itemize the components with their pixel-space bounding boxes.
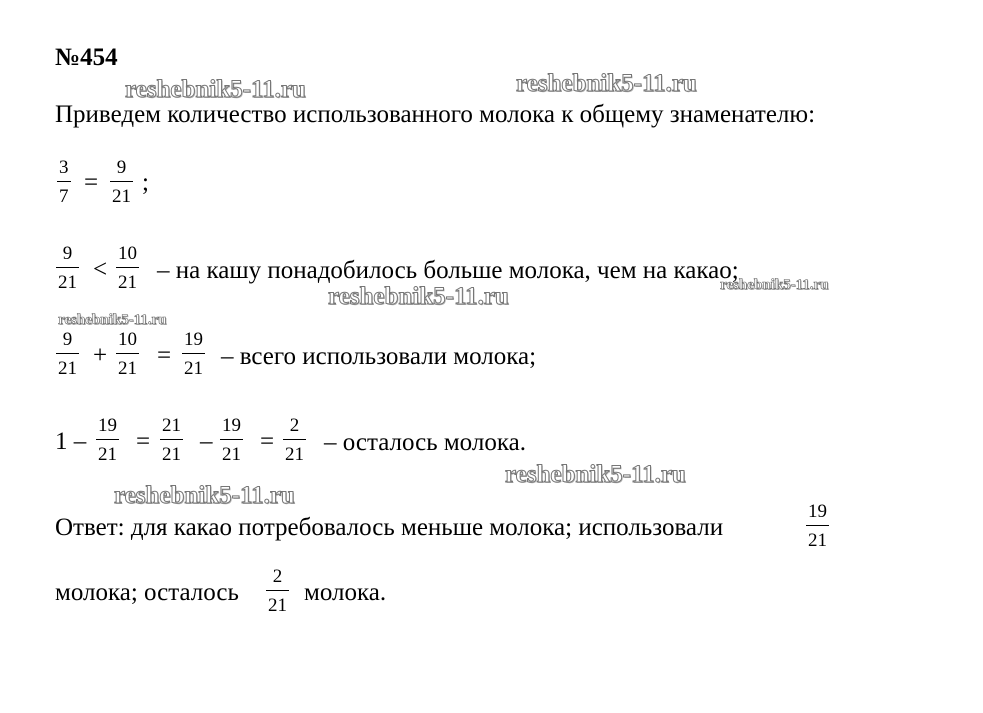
fraction-21-21 [160,416,183,464]
intro-text: Приведем количество использованного молока к общему знаменателю: [55,101,816,128]
denominator: 21 [118,358,137,380]
numerator: 21 [162,415,181,436]
fraction-3-7 [57,158,71,206]
watermark: reshebnik5-11.ru [505,461,686,488]
denominator: 21 [184,358,203,380]
watermark: reshebnik5-11.ru [114,482,295,509]
equals-sign: = [84,169,99,196]
numerator: 19 [184,329,203,350]
equals-sign: = [157,342,172,369]
denominator: 21 [58,358,77,380]
fraction-9-21 [56,244,79,292]
watermark: reshebnik5-11.ru [328,283,509,310]
one-minus: 1 – [55,428,87,455]
fraction-bar [110,181,133,182]
problem-number: №454 [55,44,118,71]
fraction-9-21 [56,330,79,378]
denominator: 21 [285,444,304,466]
fraction-bar [56,267,79,268]
watermark: reshebnik5-11.ru [58,312,167,328]
answer-line-1: Ответ: для какао потребовалось меньше молока; использовали [55,514,724,541]
fraction-bar [220,439,243,440]
fraction-10-21 [116,330,139,378]
fraction-bar [160,439,183,440]
numerator: 10 [118,329,137,350]
denominator: 21 [808,530,827,552]
fraction-bar [182,353,205,354]
denominator: 21 [162,444,181,466]
comparison-text: – на кашу понадобилось больше молока, чем на какао; [157,257,739,284]
denominator: 21 [222,444,241,466]
fraction-bar [283,439,306,440]
fraction-bar [806,525,829,526]
numerator: 19 [222,415,241,436]
numerator: 3 [59,157,69,178]
fraction-bar [56,353,79,354]
numerator: 2 [272,566,283,587]
fraction-10-21 [116,244,139,292]
denominator: 21 [268,595,287,617]
fraction-bar [116,353,139,354]
answer-fraction-19-21 [806,502,829,550]
equals-sign: = [136,428,151,455]
denominator: 21 [58,272,77,294]
fraction-bar [116,267,139,268]
denominator: 21 [112,186,131,208]
answer-line-2a: молока; осталось [55,579,239,606]
fraction-2-21 [283,416,306,464]
fraction-19-21 [182,330,205,378]
answer-fraction-2-21 [266,567,289,615]
watermark: reshebnik5-11.ru [516,70,697,97]
numerator: 19 [808,501,827,522]
total-used-text: – всего использовали молока; [221,343,537,370]
fraction-19-21 [96,416,119,464]
fraction-bar [266,590,289,591]
watermark: reshebnik5-11.ru [720,277,829,293]
numerator: 19 [98,415,117,436]
equals-sign: = [260,428,275,455]
numerator: 9 [62,243,73,264]
fraction-9-21 [110,158,133,206]
numerator: 10 [118,243,137,264]
fraction-bar [57,181,71,182]
minus-sign: – [200,428,213,455]
denominator: 7 [59,186,69,208]
numerator: 9 [116,157,127,178]
fraction-19-21 [220,416,243,464]
less-than-sign: < [93,256,108,283]
semicolon: ; [142,169,149,196]
answer-line-2b: молока. [304,579,387,606]
fraction-bar [96,439,119,440]
plus-sign: + [93,342,108,369]
numerator: 2 [289,415,300,436]
remaining-text: – осталось молока. [324,429,526,456]
watermark: reshebnik5-11.ru [125,76,306,103]
denominator: 21 [98,444,117,466]
denominator: 21 [118,272,137,294]
numerator: 9 [62,329,73,350]
